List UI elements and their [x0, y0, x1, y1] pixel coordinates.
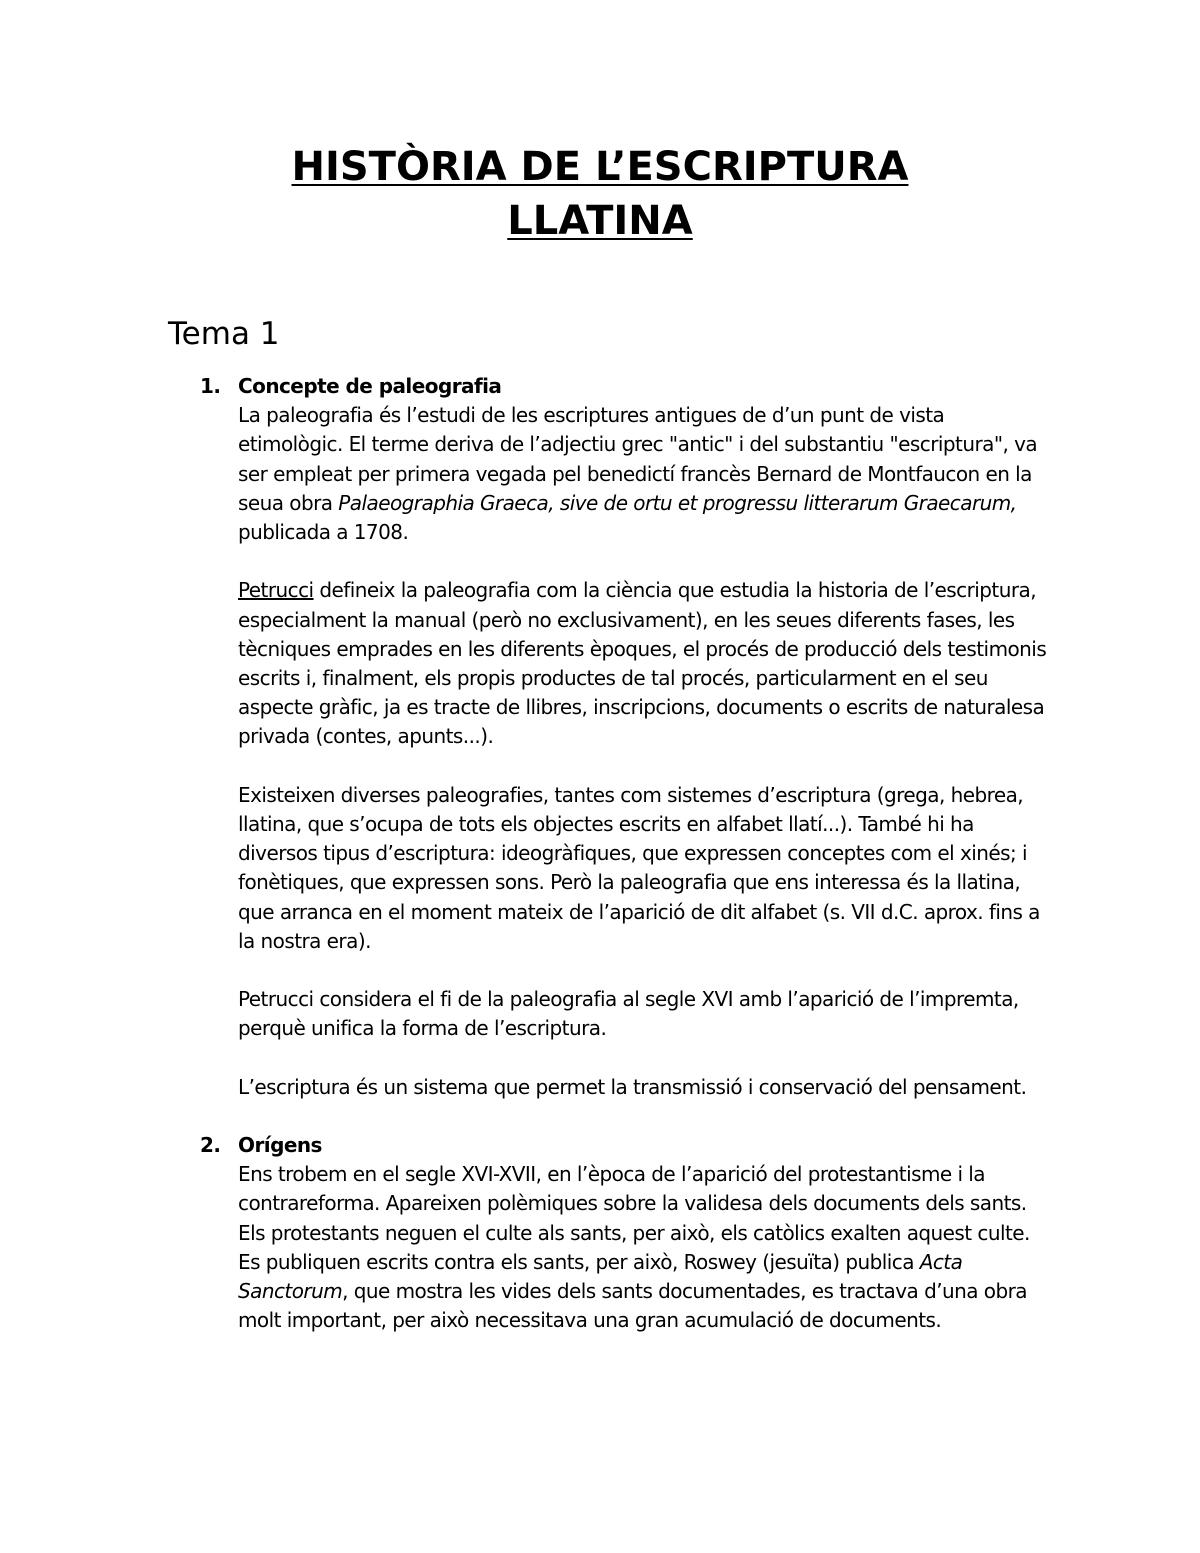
paragraph	[238, 401, 1048, 547]
list-item-heading: Concepte de paleografia	[238, 374, 502, 398]
list-item-number: 2.	[200, 1133, 221, 1158]
paragraph-text: La paleografia és l’estudi de les escriptures antigues de d’un punt de vista etimològic. El terme deriva de l’adjectiu grec "antic" i del substantiu "escriptura", va ser empleat per primera vegada pel benedictí francès Bernard de Montfaucon en la seua obra	[238, 403, 1038, 515]
document-title-line-2: LLATINA	[507, 198, 693, 244]
paragraph-text: defineix la paleografia com la ciència que estudia la historia de l’escriptura, especialment la manual (però no exclusivament), en les seues diferents fases, les tècniques emprades en les diferents èpoques, el procés de producció dels testimonis escrits i, finalment, els propis productes de tal procés, particularment en el seu aspecte gràfic, ja es tracte de llibres, inscripcions, documents o escrits de naturalesa privada (contes, apunts...).	[238, 578, 1047, 749]
work-title-italic: Palaeographia Graeca, sive de ortu et progressu litterarum Graecarum,	[338, 490, 1017, 515]
paragraph-text: , que mostra les vides dels sants documentades, es tractava d’una obra molt important, per això necessitava una gran acumulació de documents.	[238, 1279, 1027, 1333]
paragraph: Petrucci considera el fi de la paleografia al segle XVI amb l’aparició de l’impremta, perquè unifica la forma de l’escriptura.	[238, 987, 1019, 1041]
paragraph	[238, 576, 1048, 751]
document-title-line-1: HISTÒRIA DE L’ESCRIPTURA	[291, 144, 909, 190]
list-item-concepte	[168, 372, 1048, 1102]
document-title	[0, 140, 1200, 248]
author-name-underlined: Petrucci	[238, 578, 314, 603]
paragraph	[238, 1160, 1048, 1335]
paragraph: L’escriptura és un sistema que permet la transmissió i conservació del pensament.	[238, 1074, 1027, 1099]
document-body	[168, 372, 1048, 1335]
list-item-origens	[168, 1131, 1048, 1335]
section-heading: Tema 1	[168, 316, 280, 352]
paragraph-text: Ens trobem en el segle XVI-XVII, en l’època de l’aparició del protestantisme i la contrareforma. Apareixen polèmiques sobre la validesa dels documents dels sants. Els protestants neguen el culte als sants, per això, els catòlics exalten aquest culte. Es publiquen escrits contra els sants, per això, Roswey (jesuïta) publica	[238, 1162, 1030, 1274]
list-item-heading: Orígens	[238, 1133, 322, 1158]
paragraph-text: publicada a 1708.	[238, 520, 409, 545]
work-title-italic: Acta Sanctorum	[238, 1249, 963, 1304]
list-item-number: 1.	[200, 374, 221, 398]
paragraph: Existeixen diverses paleografies, tantes com sistemes d’escriptura (grega, hebrea, llatina, que s’ocupa de tots els objectes escrits en alfabet llatí...). També hi ha diversos tipus d’escriptura: ideogràfiques, que expressen conceptes com el xinés; i fonètiques, que expressen sons. Però la paleografia que ens interessa és la llatina, que arranca en el moment mateix de l’aparició de dit alfabet (s. VII d.C. aprox. fins a la nostra era).	[238, 782, 1040, 953]
